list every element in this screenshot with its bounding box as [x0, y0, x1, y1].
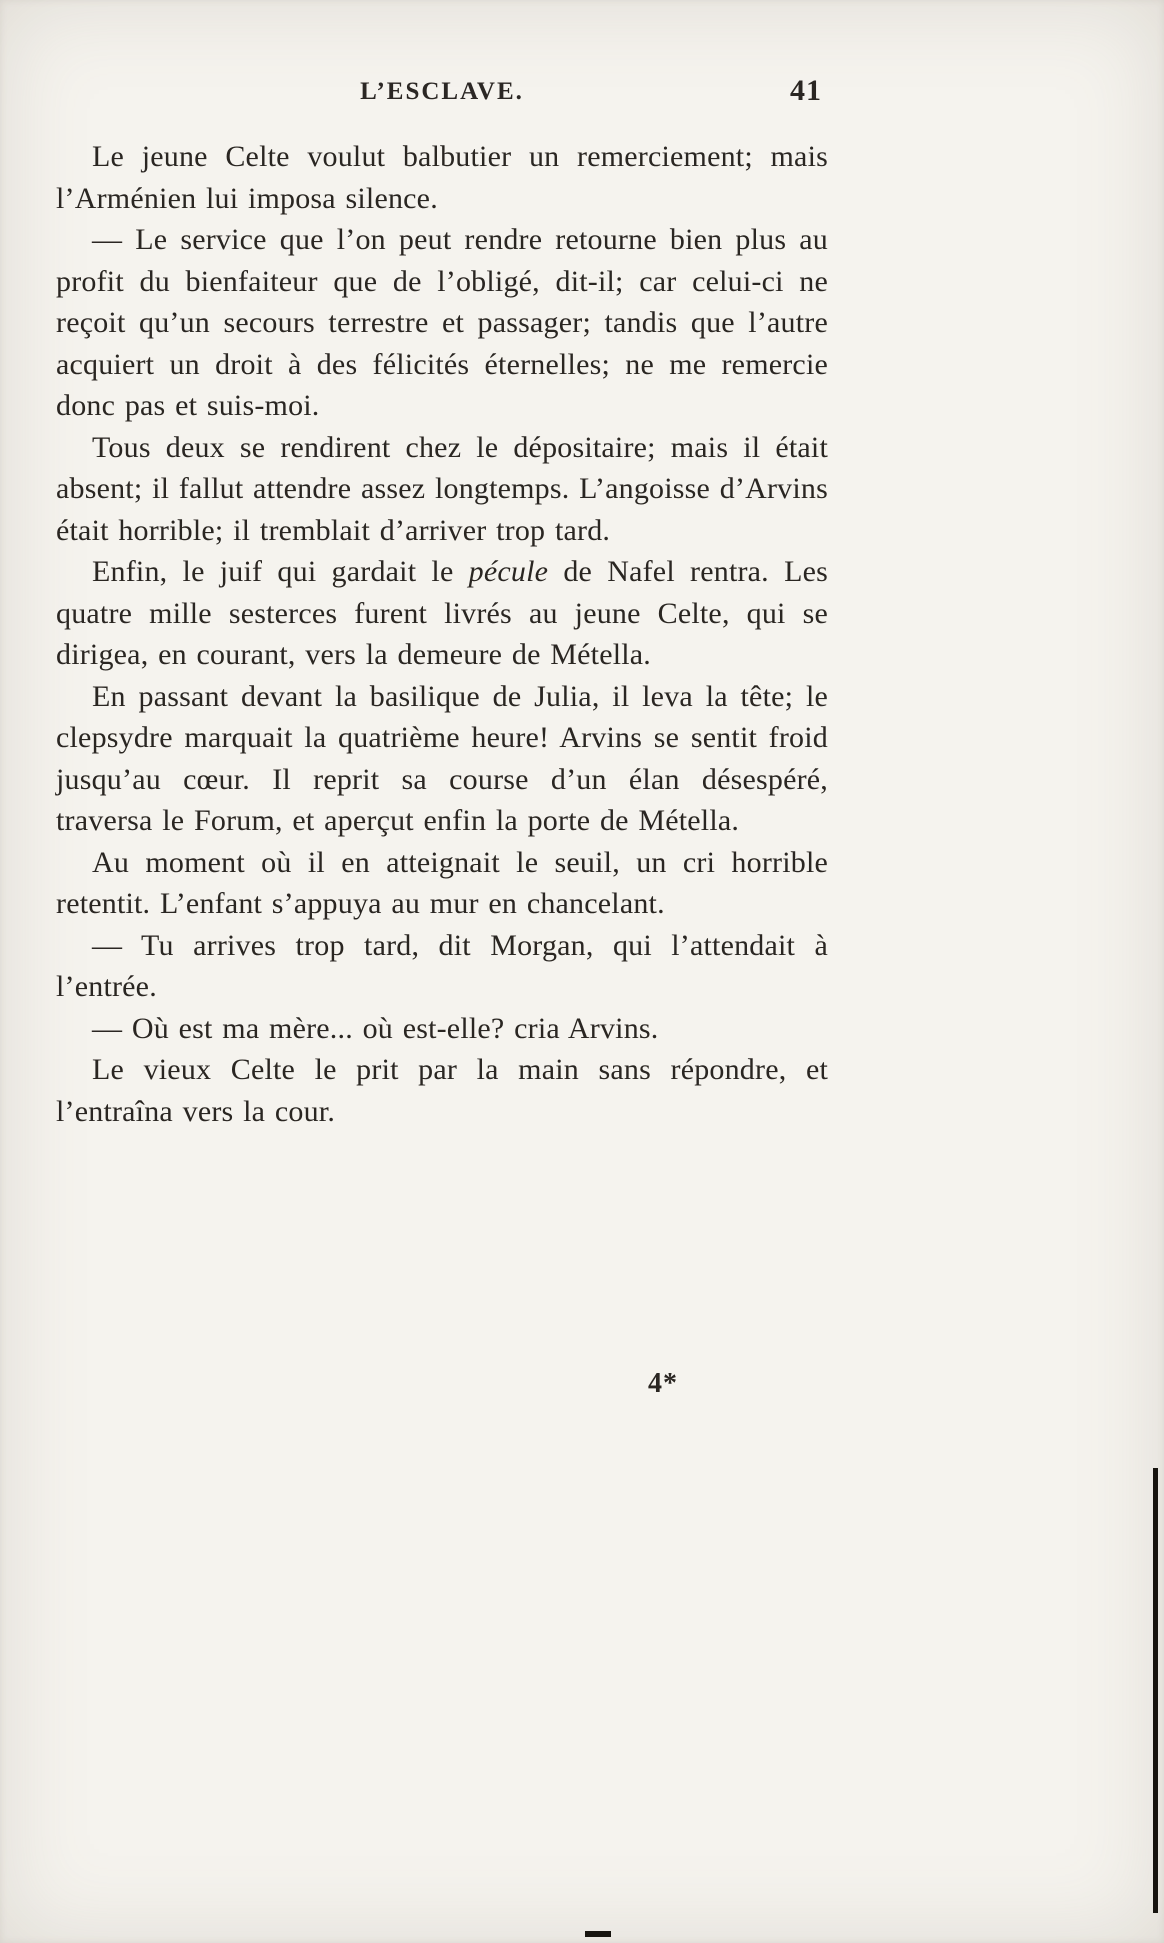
paragraph — [56, 925, 828, 1008]
signature-mark: 4* — [648, 1368, 678, 1399]
text-segment: — Le service que l’on peut rendre retourne bien plus au profit du bienfaiteur que de l’obligé, dit-il; car celui-ci ne reçoit qu’un secours terrestre et passager; tandis que l’autre acquiert un droit à des félicités éternelles; ne me remercie donc pas et suis-moi. — [56, 223, 828, 422]
running-header — [56, 74, 828, 122]
paragraph — [56, 427, 828, 552]
paragraph — [56, 842, 828, 925]
paragraph — [56, 136, 828, 219]
italic-text: pécule — [468, 555, 549, 588]
paragraph — [56, 676, 828, 842]
paragraph — [56, 219, 828, 427]
text-segment: Le vieux Celte le prit par la main sans répondre, et l’entraîna vers la cour. — [56, 1053, 828, 1128]
scan-artifact-line — [1153, 1468, 1158, 1913]
page-number: 41 — [790, 74, 822, 107]
text-segment: — Tu arrives trop tard, dit Morgan, qui l’attendait à l’entrée. — [56, 928, 828, 1003]
body-text — [56, 136, 828, 1132]
text-segment: Au moment où il en atteignait le seuil, un cri horrible retentit. L’enfant s’appuya au mur en chancelant. — [56, 845, 828, 920]
text-block — [56, 74, 828, 1132]
text-segment: de Nafel rentra. Les quatre mille sesterces furent livrés au jeune Celte, qui se dirigea, en courant, vers la demeure de Métella. — [56, 555, 828, 671]
paragraph — [56, 551, 828, 676]
text-segment: En passant devant la basilique de Julia, il leva la tête; le clepsydre marquait la quatrième heure! Arvins se sentit froid jusqu’au cœur. Il reprit sa course d’un élan désespéré, traversa le Forum, et aperçut enfin la porte de Métella. — [56, 679, 828, 837]
running-title: L’ESCLAVE. — [360, 78, 524, 105]
paragraph — [56, 1049, 828, 1132]
text-segment: Enfin, le juif qui gardait le — [92, 555, 469, 588]
scan-artifact-mark — [585, 1931, 611, 1937]
paragraph — [56, 1008, 828, 1050]
text-segment: Le jeune Celte voulut balbutier un remerciement; mais l’Arménien lui imposa silence. — [56, 140, 828, 215]
text-segment: Tous deux se rendirent chez le dépositaire; mais il était absent; il fallut attendre assez longtemps. L’angoisse d’Arvins était horrible; il tremblait d’arriver trop tard. — [56, 430, 828, 547]
text-segment: — Où est ma mère... où est-elle? cria Arvins. — [92, 1011, 659, 1045]
